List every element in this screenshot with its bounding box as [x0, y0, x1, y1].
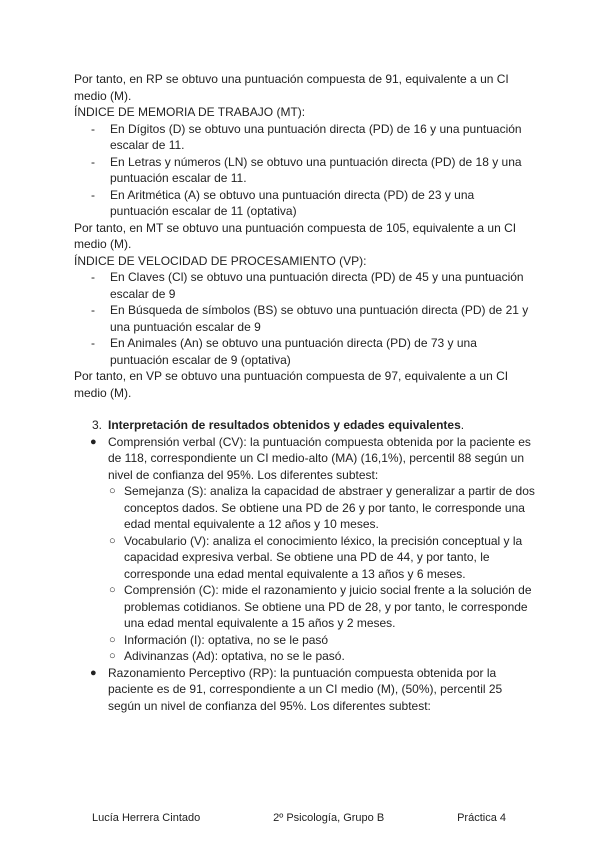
cv-text: Comprensión verbal (CV): la puntuación compuesta obtenida por la paciente es de 118, correspondiente un CI medio-alto (MA) (16,1%), percentil 88 según un nivel de confianza del 95%. Los diferentes subtest:: [108, 434, 531, 482]
vp-item-animales: - En Animales (An) se obtuvo una puntuación directa (PD) de 73 y una puntuación escalar de 9 (optativa): [91, 336, 477, 367]
document-body: [74, 71, 536, 714]
cv-subtest-list: [108, 483, 536, 665]
vp-list: [74, 269, 536, 368]
footer-course: 2º Psicología, Grupo B: [273, 812, 385, 824]
section-3-heading: 3. Interpretación de resultados obtenidos y edades equivalentes.: [92, 418, 465, 432]
mt-item-aritmetica: - En Aritmética (A) se obtuvo una puntuación directa (PD) de 23 y una puntuación escalar de 11 (optativa): [91, 187, 475, 218]
rp-conclusion: Por tanto, en RP se obtuvo una puntuación compuesta de 91, equivalente a un CI medio (M).: [74, 72, 509, 103]
mt-item-digitos: - En Dígitos (D) se obtuvo una puntuación directa (PD) de 16 y una puntuación escalar de 11.: [91, 121, 522, 152]
footer-practice: Práctica 4: [457, 812, 506, 824]
mt-list: [74, 121, 536, 220]
dash-marker: -: [91, 336, 95, 350]
circle-bullet-icon: ○: [109, 584, 116, 596]
spacer: [74, 401, 536, 417]
bullet-icon: ●: [90, 435, 97, 448]
mt-title: ÍNDICE DE MEMORIA DE TRABAJO (MT):: [74, 105, 306, 119]
subtest-semejanza: ○ Semejanza (S): analiza la capacidad de abstraer y generalizar a partir de dos conceptos dados. Se obtiene una PD de 26 y por tanto, le corresponde una edad mental equivalente a 12 años y 10 meses.: [109, 484, 535, 531]
footer-author: Lucía Herrera Cintado: [92, 812, 201, 824]
mt-conclusion: Por tanto, en MT se obtuvo una puntuación compuesta de 105, equivalente a un CI medio (M).: [74, 220, 517, 251]
rp-text: Razonamiento Perceptivo (RP): la puntuación compuesta obtenida por la paciente es de 91, correspondiente a un CI medio (M), (50%), percentil 25 según un nivel de confianza del 95%. Los diferentes subtest:: [108, 665, 503, 713]
dash-marker: -: [91, 187, 95, 202]
vp-item-claves: - En Claves (Cl) se obtuvo una puntuación directa (PD) de 45 y una puntuación escalar de 9: [91, 270, 524, 301]
subtest-vocabulario: ○ Vocabulario (V): analiza el conocimiento léxico, la precisión conceptual y la capacidad expresiva verbal. Se obtiene una PD de 44, y por tanto, le corresponde una edad mental equivalente a 13 años y 6 meses.: [109, 533, 523, 581]
section-3-list: [74, 434, 536, 715]
dash-marker: -: [91, 270, 95, 284]
subtest-informacion: ○ Información (I): optativa, no se le pasó: [109, 632, 329, 647]
circle-bullet-icon: ○: [109, 633, 116, 646]
mt-item-letras: - En Letras y números (LN) se obtuvo una puntuación directa (PD) de 18 y una puntuación escalar de 11.: [91, 154, 522, 185]
dash-marker: -: [91, 121, 95, 136]
vp-conclusion: Por tanto, en VP se obtuvo una puntuación compuesta de 97, equivalente a un CI medio (M).: [74, 369, 509, 400]
subtest-comprension: ○ Comprensión (C): mide el razonamiento y juicio social frente a la solución de problemas cotidianos. Se obtiene una PD de 28, y por tanto, le corresponde una edad mental equivalente a 15 años y 2 meses.: [109, 583, 532, 630]
circle-bullet-icon: ○: [109, 485, 116, 497]
rp-item: [74, 665, 536, 715]
page-footer: [92, 812, 506, 824]
dash-marker: -: [91, 303, 95, 317]
vp-item-busqueda: - En Búsqueda de símbolos (BS) se obtuvo una puntuación directa (PD) de 21 y una puntuación escalar de 9: [91, 303, 529, 334]
circle-bullet-icon: ○: [109, 650, 116, 662]
cv-item: [74, 434, 536, 665]
subtest-adivinanzas: ○ Adivinanzas (Ad): optativa, no se le pasó.: [109, 649, 345, 663]
dash-marker: -: [91, 154, 95, 169]
circle-bullet-icon: ○: [109, 534, 116, 547]
bullet-icon: ●: [90, 666, 97, 679]
vp-title: ÍNDICE DE VELOCIDAD DE PROCESAMIENTO (VP):: [74, 253, 367, 268]
